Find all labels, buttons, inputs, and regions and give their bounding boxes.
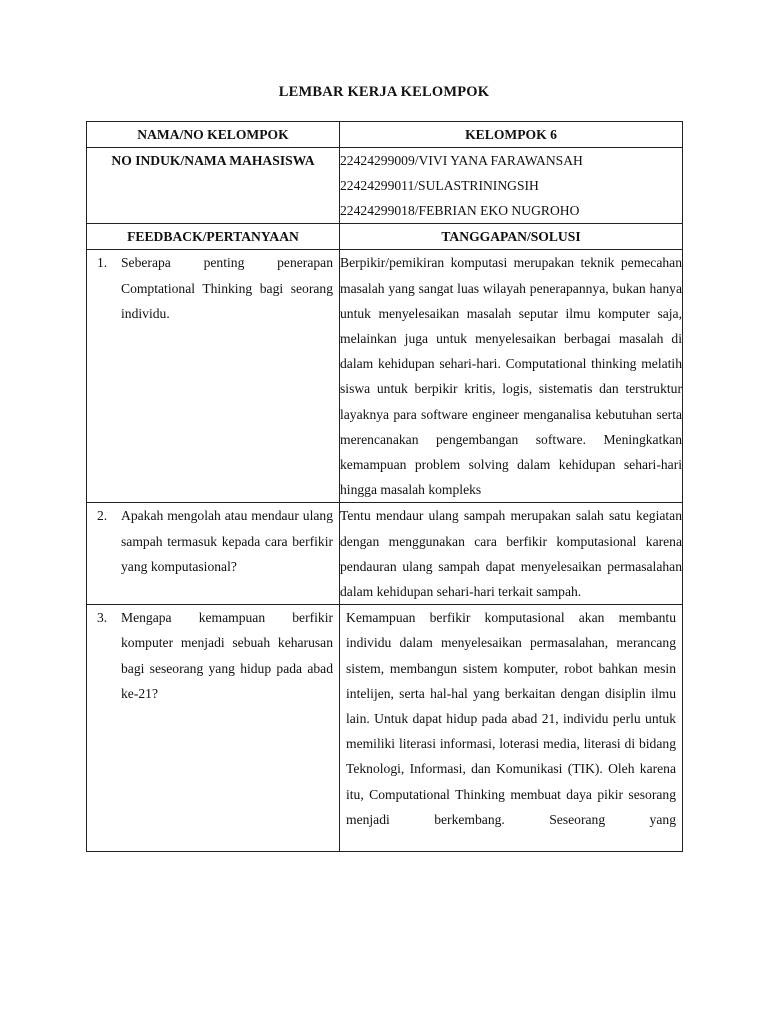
worksheet-table — [86, 121, 683, 852]
member-item: 22424299009/VIVI YANA FARAWANSAH — [340, 153, 583, 169]
question-cell — [87, 605, 340, 852]
question-column-header: FEEDBACK/PERTANYAAN — [87, 224, 340, 250]
table-row — [87, 605, 683, 852]
column-header-row — [87, 224, 683, 250]
question-text: Seberapa penting penerapan Comptational Thinking bagi seorang individu. — [121, 255, 333, 321]
table-row — [87, 250, 683, 503]
answer-text: Berpikir/pemikiran komputasi merupakan teknik pemecahan masalah yang sangat luas wilayah penerapannya, bukan hanya untuk menyelesaikan masalah seputar ilmu komputer saja, melainkan juga untuk menyelesaikan berbagai masalah di dalam kehidupan sehari-hari. Computational thinking melatih siswa untuk berpikir kritis, logis, sistematis dan terstruktur layaknya para software engineer menganalisa kebutuhan serta merencanakan pengembangan software. Meningkatkan kemampuan problem solving dalam kehidupan sehari-hari hingga masalah kompleks — [340, 250, 683, 503]
answer-text: Kemampuan berfikir komputasional akan membantu individu dalam menyelesaikan permasalahan, merancang sistem, membangun sistem komputer, robot bahkan mesin intelijen, serta hal-hal yang berkaitan dengan disiplin ilmu lain. Untuk dapat hidup pada abad 21, individu perlu untuk memiliki literasi informasi, loterasi media, literasi di bidang Teknologi, Informasi, dan Komunikasi (TIK). Oleh karena itu, Computational Thinking membuat daya pikir sesorang menjadi berkembang. Seseorang yang — [346, 610, 676, 827]
group-label: NAMA/NO KELOMPOK — [87, 122, 340, 148]
answer-column-header: TANGGAPAN/SOLUSI — [340, 224, 683, 250]
table-row — [87, 503, 683, 605]
members-label: NO INDUK/NAMA MAHASISWA — [87, 148, 340, 224]
question-text: Apakah mengolah atau mendaur ulang sampah termasuk kepada cara berfikir yang komputasional? — [121, 508, 333, 574]
answer-cell — [340, 605, 683, 852]
members-list — [340, 148, 683, 224]
answer-text: Tentu mendaur ulang sampah merupakan salah satu kegiatan dengan menggunakan cara berfikir komputasional karena pendauran ulang sampah dapat menyelesaikan permasalahan dalam kehidupan sehari-hari terkait sampah. — [340, 503, 683, 605]
group-row — [87, 122, 683, 148]
member-item: 22424299011/SULASTRININGSIH — [340, 178, 539, 194]
question-number: 2. — [97, 508, 108, 524]
member-item: 22424299018/FEBRIAN EKO NUGROHO — [340, 203, 580, 219]
group-value: KELOMPOK 6 — [340, 122, 683, 148]
question-cell — [87, 250, 340, 503]
question-number: 1. — [97, 255, 108, 271]
question-cell — [87, 503, 340, 605]
worksheet-title: LEMBAR KERJA KELOMPOK — [278, 84, 490, 100]
question-text: Mengapa kemampuan berfikir komputer menjadi sebuah keharusan bagi seseorang yang hidup pada abad ke-21? — [121, 610, 333, 701]
question-number: 3. — [97, 610, 108, 626]
members-row — [87, 148, 683, 224]
